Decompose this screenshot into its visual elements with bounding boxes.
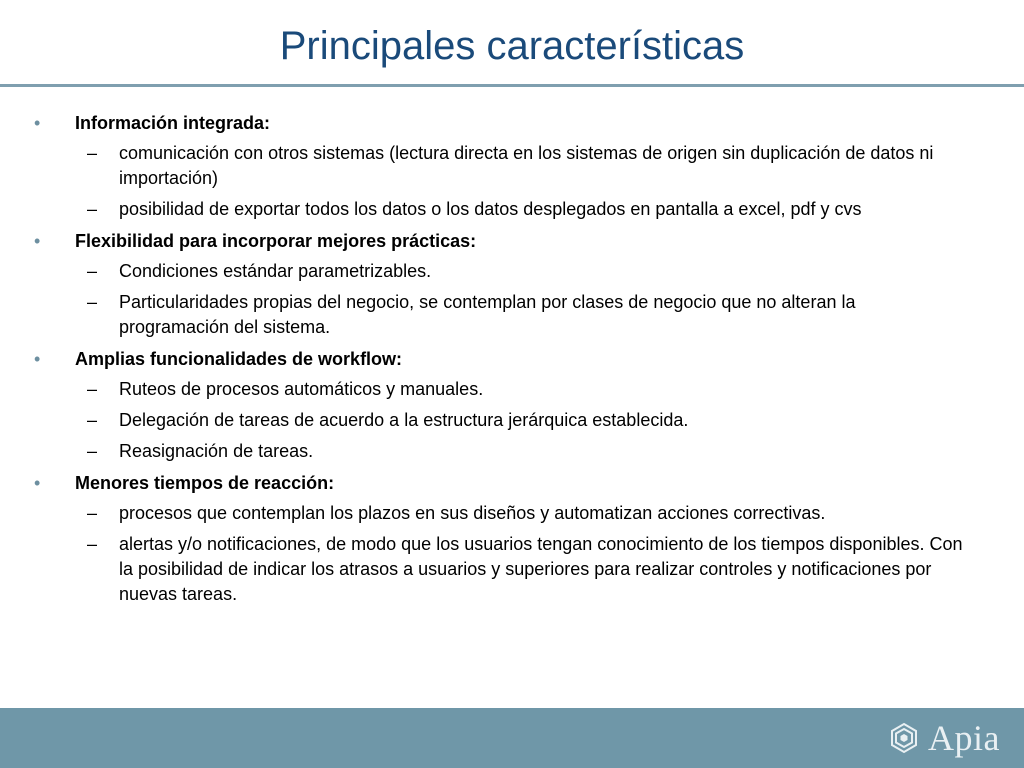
dash-icon: –	[87, 534, 98, 554]
bullet-heading: Flexibilidad para incorporar mejores prácticas:	[75, 231, 477, 251]
dash-icon: –	[87, 503, 98, 523]
dash-icon: –	[87, 441, 98, 461]
sub-item-text: posibilidad de exportar todos los datos o los datos desplegados en pantalla a excel, pdf y cvs	[119, 199, 862, 219]
section-workflow	[28, 346, 988, 464]
dash-icon: –	[87, 261, 98, 281]
logo-text: Apia	[928, 718, 1000, 758]
dash-icon: –	[87, 379, 98, 399]
sub-list	[28, 377, 988, 464]
sub-item	[28, 197, 988, 222]
sub-item	[28, 532, 988, 607]
sub-item-text: comunicación con otros sistemas (lectura directa en los sistemas de origen sin duplicación de datos ni importación)	[119, 143, 934, 188]
sub-item-text: Reasignación de tareas.	[119, 441, 314, 461]
bullet-item	[28, 346, 988, 372]
sub-item-text: Condiciones estándar parametrizables.	[119, 261, 432, 281]
bullet-list	[28, 110, 988, 613]
sub-list	[28, 501, 988, 607]
bullet-item	[28, 470, 988, 496]
sub-item	[28, 501, 988, 526]
bullet-item	[28, 110, 988, 136]
sub-item	[28, 259, 988, 284]
bullet-dot-icon: •	[34, 113, 41, 133]
section-tiempos-reaccion	[28, 470, 988, 607]
section-flexibilidad	[28, 228, 988, 340]
sub-item-text: Particularidades propias del negocio, se contemplan por clases de negocio que no alteran la programación del sistema.	[119, 292, 856, 337]
bullet-heading: Menores tiempos de reacción:	[75, 473, 335, 493]
section-informacion-integrada	[28, 110, 988, 222]
bullet-dot-icon: •	[34, 231, 41, 251]
sub-item-text: alertas y/o notificaciones, de modo que los usuarios tengan conocimiento de los tiempos disponibles. Con la posibilidad de indicar los atrasos a usuarios y superiores para realizar controles y notificaciones por nuevas tareas.	[119, 534, 963, 604]
sub-item	[28, 141, 988, 191]
sub-item	[28, 439, 988, 464]
bullet-heading: Amplias funcionalidades de workflow:	[75, 349, 403, 369]
sub-item	[28, 290, 988, 340]
sub-list	[28, 141, 988, 222]
sub-item-text: Delegación de tareas de acuerdo a la estructura jerárquica establecida.	[119, 410, 689, 430]
apia-logo-icon	[888, 722, 920, 754]
sub-item-text: Ruteos de procesos automáticos y manuales.	[119, 379, 484, 399]
apia-logo	[888, 714, 1000, 762]
dash-icon: –	[87, 143, 98, 163]
bullet-item	[28, 228, 988, 254]
footer-bar	[0, 708, 1024, 768]
sub-list	[28, 259, 988, 340]
sub-item-text: procesos que contemplan los plazos en sus diseños y automatizan acciones correctivas.	[119, 503, 826, 523]
bullet-dot-icon: •	[34, 473, 41, 493]
page-title: Principales características	[279, 24, 745, 68]
sub-item	[28, 408, 988, 433]
dash-icon: –	[87, 199, 98, 219]
bullet-dot-icon: •	[34, 349, 41, 369]
dash-icon: –	[87, 410, 98, 430]
bullet-heading: Información integrada:	[75, 113, 271, 133]
dash-icon: –	[87, 292, 98, 312]
title-divider	[0, 84, 1024, 87]
sub-item	[28, 377, 988, 402]
